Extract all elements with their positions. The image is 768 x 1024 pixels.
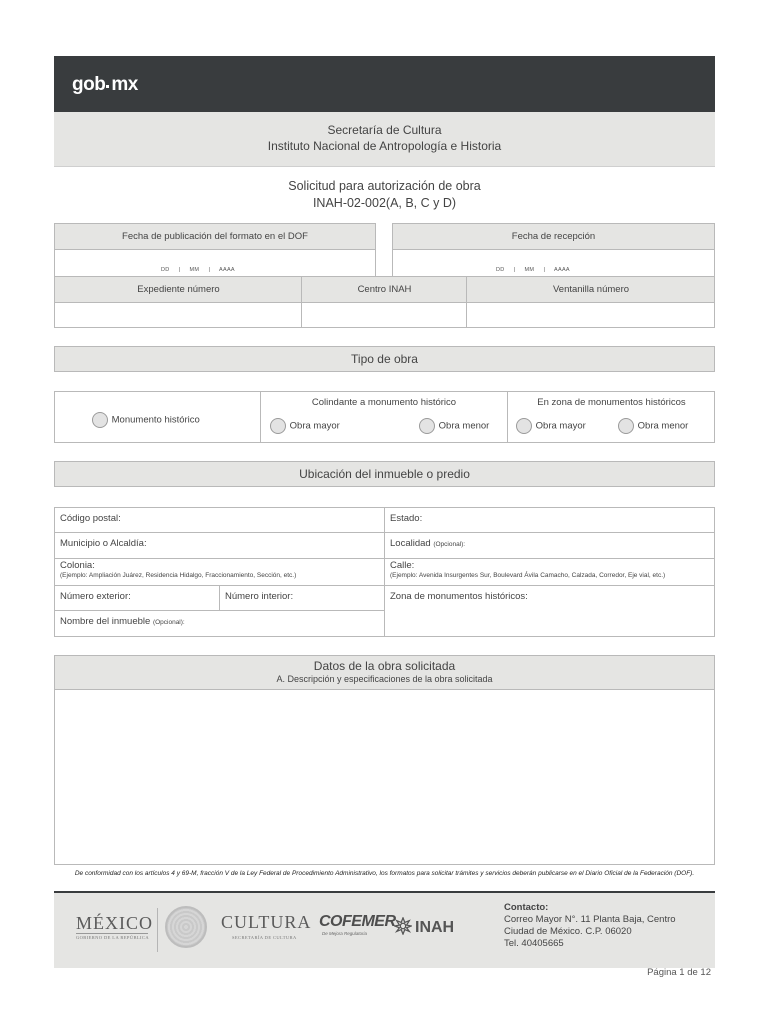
radio-colindante-obra-mayor[interactable] [270,418,340,434]
numero-interior-label: Número interior: [225,591,294,602]
radio-label: Obra mayor [535,420,586,432]
numero-exterior-label: Número exterior: [60,591,131,602]
localidad-field[interactable] [384,532,715,559]
calle-field[interactable] [384,558,715,586]
cofemer-logo-subtitle: De Mejora Regulatoria [322,931,368,936]
inah-logo-text: INAH [415,919,455,936]
ministry-block [54,112,715,167]
estado-field[interactable] [384,507,715,533]
zona-monumentos-label: Zona de monumentos históricos: [390,591,528,602]
datos-obra-subtitle: A. Descripción y especificaciones de la obra solicitada [276,674,493,684]
radio-circle-icon[interactable] [618,418,634,434]
ministry-name: Secretaría de Cultura [327,123,442,137]
zona-header: En zona de monumentos históricos [537,397,686,408]
contact-address-line1: Correo Mayor N°. 11 Planta Baja, Centro [504,914,676,925]
localidad-optional: (Opcional): [433,541,466,548]
cultura-logo-subtitle: SECRETARÍA DE CULTURA [232,935,297,940]
datos-obra-box [54,655,715,865]
centro-inah-field[interactable] [302,304,466,327]
radio-circle-icon[interactable] [270,418,286,434]
form-code: INAH-02-002(A, B, C y D) [312,196,457,210]
form-title [54,178,715,212]
radio-label: Obra menor [637,420,689,432]
datos-obra-header [55,656,714,690]
reception-date-label: Fecha de recepción [393,224,714,250]
zona-monumentos-field[interactable] [384,585,715,637]
page-number: Página 1 de 12 [647,967,711,978]
publication-date-label: Fecha de publicación del formato en el DOF [55,224,375,250]
contact-title: Contacto: [504,902,549,913]
registry-table [54,276,715,328]
colonia-label: Colonia: [60,560,95,571]
national-seal-icon [165,906,207,948]
mexico-logo: MÉXICO [76,913,153,933]
tipo-obra-section-title: Tipo de obra [54,346,715,372]
form-title-text: Solicitud para autorización de obra [288,179,481,193]
header-banner [54,56,715,112]
radio-circle-icon[interactable] [516,418,532,434]
cofemer-logo: COFEMER [319,913,396,930]
nombre-inmueble-label: Nombre del inmueble [60,616,151,627]
ventanilla-field[interactable] [467,304,714,327]
estado-label: Estado: [390,513,423,524]
municipio-field[interactable] [54,532,385,559]
cultura-logo: CULTURA [221,912,312,932]
contact-block [504,902,676,950]
colonia-example: (Ejemplo: Ampliación Juárez, Residencia Hidalgo, Fraccionamiento, Sección, etc.) [60,572,297,579]
logo-divider [157,908,158,952]
institute-name: Instituto Nacional de Antropología e Historia [267,139,502,153]
publication-date-box [54,223,376,277]
radio-zona-obra-menor[interactable] [618,418,688,434]
localidad-label: Localidad [390,538,431,549]
contact-phone: Tel. 40405665 [504,938,564,949]
calle-example: (Ejemplo: Avenida Insurgentes Sur, Boulevard Ávila Camacho, Calzada, Corredor, Eje vial, etc.) [390,572,666,579]
ventanilla-label: Ventanilla número [552,284,630,295]
contact-address-line2: Ciudad de México. C.P. 06020 [504,926,632,937]
gobmx-logo[interactable] [72,74,138,96]
municipio-label: Municipio o Alcaldía: [60,538,147,549]
numero-interior-field[interactable] [219,585,385,611]
calle-label: Calle: [390,560,415,571]
colonia-field[interactable] [54,558,385,586]
colindante-header: Colindante a monumento histórico [311,397,457,408]
logo-suffix: mx [111,74,138,95]
radio-circle-icon[interactable] [92,412,108,428]
expediente-field[interactable] [55,304,301,327]
radio-monumento-historico[interactable] [92,412,200,428]
radio-label: Obra mayor [289,420,340,432]
reception-date-box [392,223,715,277]
ubicacion-section-title: Ubicación del inmueble o predio [54,461,715,487]
legal-note: De conformidad con los artículos 4 y 69-M, fracción V de la Ley Federal de Procedimiento Administrativo, los formatos para solicitar trámites y servicios deberán publicarse en el Diario Oficial de la Federación (DOF). [74,870,695,877]
footer [54,891,715,968]
radio-circle-icon[interactable] [419,418,435,434]
descripcion-obra-field[interactable] [55,690,714,864]
datos-obra-title: Datos de la obra solicitada [313,659,456,673]
radio-label: Monumento histórico [111,414,200,426]
inah-logo [394,917,454,937]
tipo-obra-table [54,391,715,443]
inah-emblem-icon [394,917,412,935]
radio-zona-obra-mayor[interactable] [516,418,586,434]
expediente-label: Expediente número [137,284,220,295]
publication-date-field[interactable]: DD | MM | AAAA [161,267,235,273]
codigo-postal-label: Código postal: [60,513,121,524]
mexico-logo-rule [76,933,148,934]
radio-label: Obra menor [438,420,490,432]
radio-colindante-obra-menor[interactable] [419,418,489,434]
nombre-inmueble-optional: (Opcional): [152,619,185,626]
nombre-inmueble-field[interactable] [54,610,385,637]
numero-exterior-field[interactable] [54,585,220,611]
logo-text: gob [72,74,106,95]
logo-dot [106,85,109,88]
centro-inah-label: Centro INAH [357,284,412,295]
ubicacion-table [54,507,715,637]
reception-date-field[interactable]: DD | MM | AAAA [496,267,570,273]
mexico-logo-subtitle: GOBIERNO DE LA REPÚBLICA [76,935,149,940]
codigo-postal-field[interactable] [54,507,385,533]
